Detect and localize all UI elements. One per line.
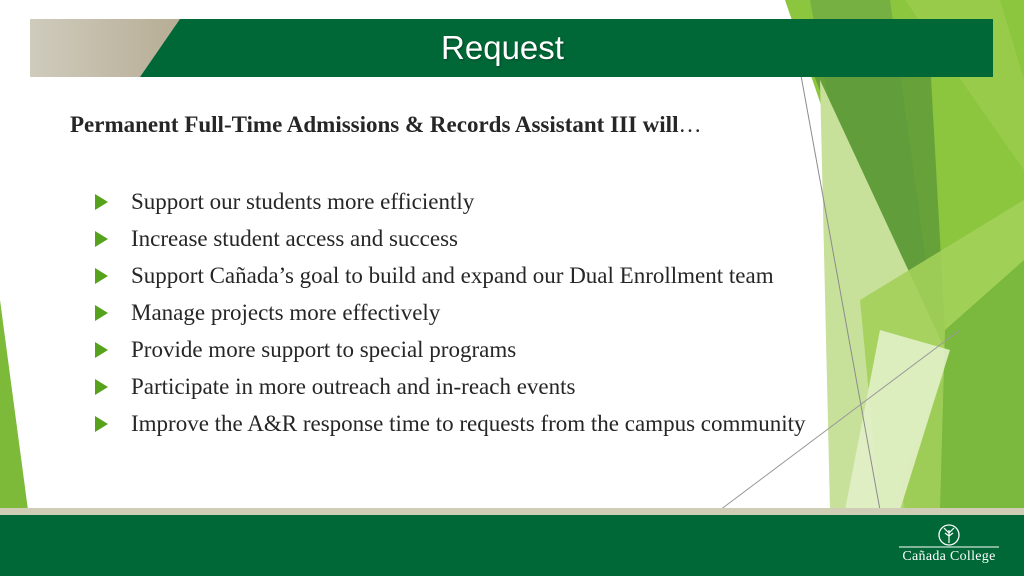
list-item — [95, 370, 806, 407]
list-item — [95, 333, 806, 370]
triangle-right-icon — [95, 231, 108, 247]
triangle-right-icon — [95, 379, 108, 395]
triangle-right-icon — [95, 342, 108, 358]
bullet-text: Provide more support to special programs — [131, 337, 517, 362]
canada-college-logo — [893, 521, 1005, 571]
subtitle-text: Permanent Full-Time Admissions & Records Assistant III will — [70, 112, 679, 137]
subtitle-ellipsis: … — [678, 112, 702, 137]
triangle-right-icon — [95, 416, 108, 432]
bullet-text: Increase student access and success — [131, 226, 458, 251]
logo-text: Cañada College — [902, 549, 996, 564]
triangle-right-icon — [95, 194, 108, 210]
bullet-list — [95, 185, 806, 444]
bullet-text: Participate in more outreach and in-reach events — [131, 374, 576, 399]
list-item — [95, 222, 806, 259]
triangle-right-icon — [95, 305, 108, 321]
bullet-text: Manage projects more effectively — [131, 300, 441, 325]
triangle-right-icon — [95, 268, 108, 284]
list-item — [95, 185, 806, 222]
logo-emblem-icon — [893, 521, 1005, 551]
slide-title: Request — [441, 29, 564, 66]
bullet-text: Improve the A&R response time to requests from the campus community — [131, 411, 806, 436]
footer-bar — [0, 515, 1024, 576]
bullet-text: Support Cañada’s goal to build and expand our Dual Enrollment team — [131, 263, 774, 288]
list-item — [95, 259, 806, 296]
footer-divider — [0, 508, 1024, 515]
bullet-text: Support our students more efficiently — [131, 189, 475, 214]
list-item — [95, 407, 806, 444]
list-item — [95, 296, 806, 333]
slide-subtitle — [70, 112, 701, 138]
